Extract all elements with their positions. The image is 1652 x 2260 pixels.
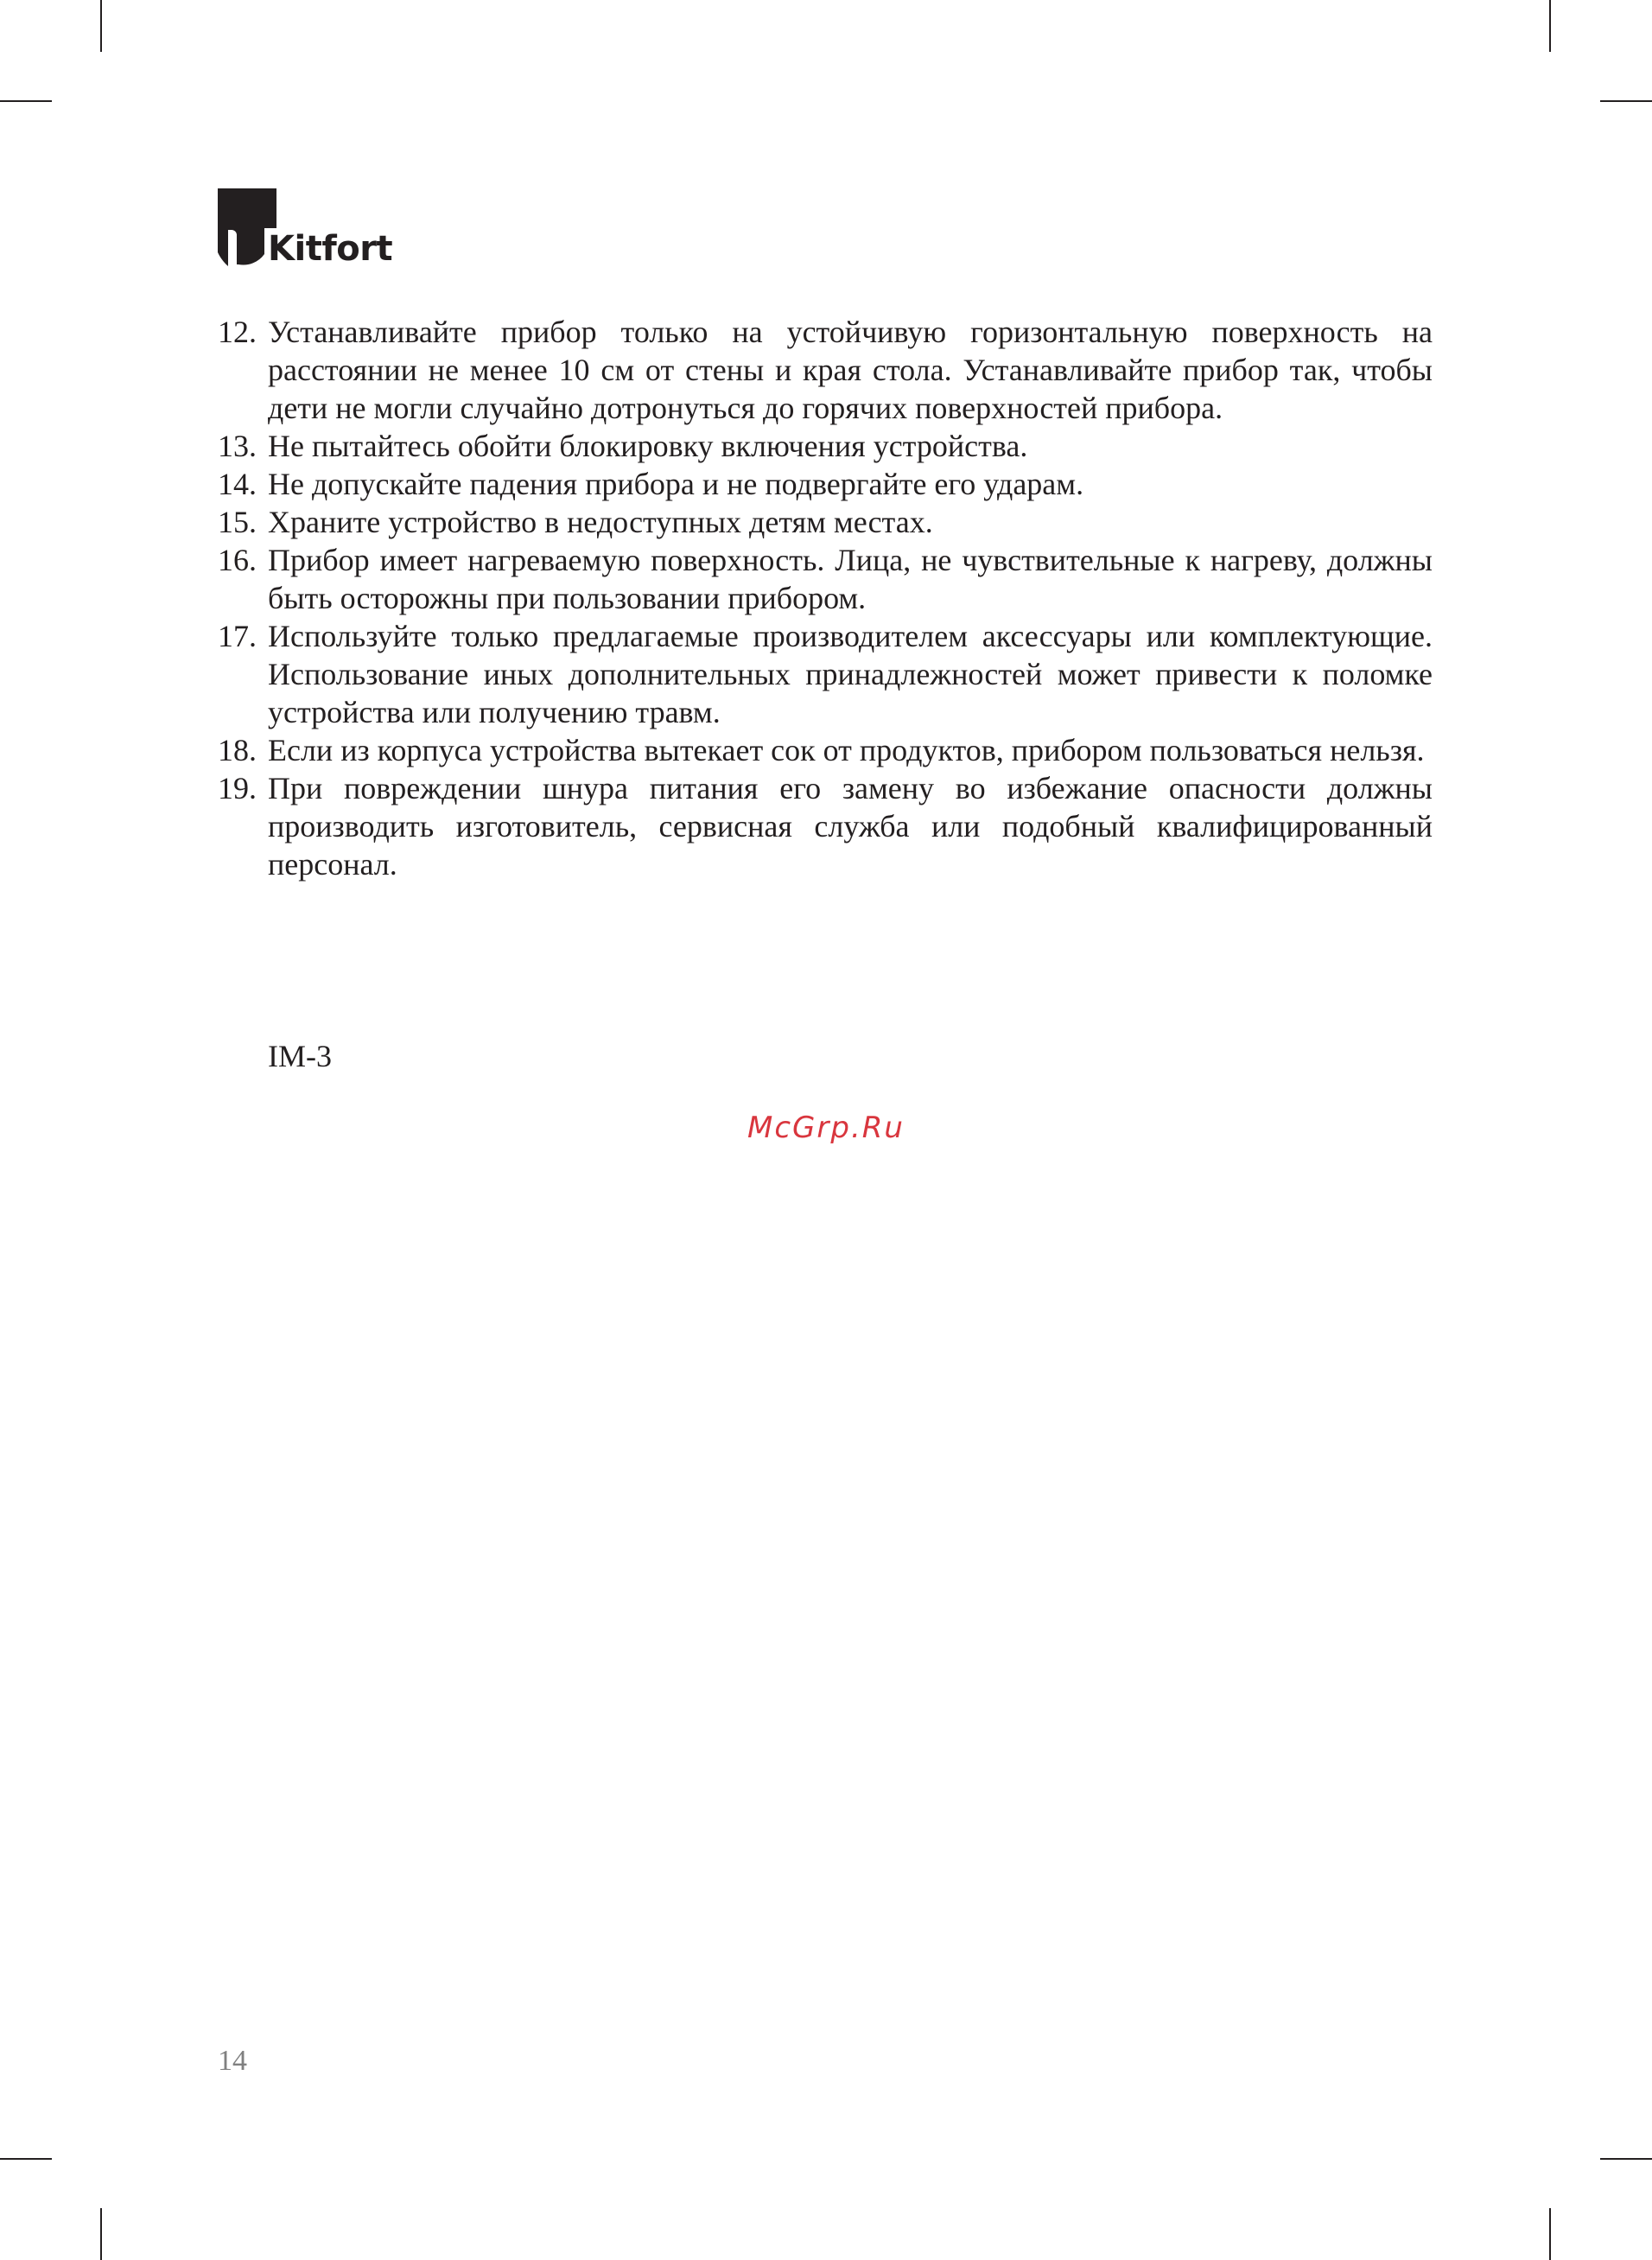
crop-mark-bottom-right-horizontal bbox=[1600, 2158, 1652, 2160]
instruction-text: Храните устройство в недоступных детям местах. bbox=[268, 505, 933, 539]
instruction-text: Прибор имеет нагреваемую поверхность. Лица, не чувствительные к нагреву, должны быть осторожны при пользовании прибором. bbox=[268, 543, 1433, 615]
instruction-item bbox=[218, 427, 1433, 465]
instruction-item bbox=[218, 465, 1433, 503]
crop-mark-top-left-horizontal bbox=[0, 100, 52, 102]
instruction-text: Если из корпуса устройства вытекает сок от продуктов, прибором пользоваться нельзя. bbox=[268, 733, 1425, 767]
instruction-number: 19. bbox=[218, 771, 257, 805]
crop-mark-bottom-right-vertical bbox=[1549, 2208, 1551, 2260]
crop-mark-bottom-left-horizontal bbox=[0, 2158, 52, 2160]
crop-mark-top-right-vertical bbox=[1549, 0, 1551, 52]
brand-name: Kitfort bbox=[268, 229, 393, 269]
instruction-number: 13. bbox=[218, 429, 257, 463]
instruction-item bbox=[218, 541, 1433, 617]
instruction-text: Не допускайте падения прибора и не подвергайте его ударам. bbox=[268, 467, 1084, 501]
instruction-text: Используйте только предлагаемые производителем аксессуары или комплектующие. Использование иных дополнительных принадлежностей может привести к поломке устройства или получению травм. bbox=[268, 619, 1433, 729]
instruction-item bbox=[218, 769, 1433, 883]
brand-logo bbox=[218, 188, 391, 275]
page-number: 14 bbox=[218, 2045, 247, 2077]
watermark: McGrp.Ru bbox=[747, 1111, 905, 1145]
instruction-text: Устанавливайте прибор только на устойчивую горизонтальную поверхность на расстоянии не менее 10 см от стены и края стола. Устанавливайте прибор так, чтобы дети не могли случайно дотронуться до горячих поверхностей прибора. bbox=[268, 315, 1433, 425]
instruction-number: 17. bbox=[218, 619, 257, 653]
crop-mark-top-left-vertical bbox=[100, 0, 102, 52]
instruction-number: 16. bbox=[218, 543, 257, 577]
instruction-item bbox=[218, 313, 1433, 427]
instruction-item bbox=[218, 731, 1433, 769]
model-code: IM-3 bbox=[268, 1039, 332, 1073]
instruction-text: Не пытайтесь обойти блокировку включения устройства. bbox=[268, 429, 1028, 463]
safety-instructions-list bbox=[218, 313, 1433, 883]
instruction-number: 12. bbox=[218, 315, 257, 349]
instruction-number: 14. bbox=[218, 467, 257, 501]
instruction-text: При повреждении шнура питания его замену во избежание опасности должны производить изготовитель, сервисная служба или подобный квалифицированный персонал. bbox=[268, 771, 1433, 882]
crop-mark-bottom-left-vertical bbox=[100, 2208, 102, 2260]
instruction-number: 18. bbox=[218, 733, 257, 767]
crop-mark-top-right-horizontal bbox=[1600, 100, 1652, 102]
instruction-item bbox=[218, 617, 1433, 731]
instruction-item bbox=[218, 503, 1433, 541]
instruction-number: 15. bbox=[218, 505, 257, 539]
